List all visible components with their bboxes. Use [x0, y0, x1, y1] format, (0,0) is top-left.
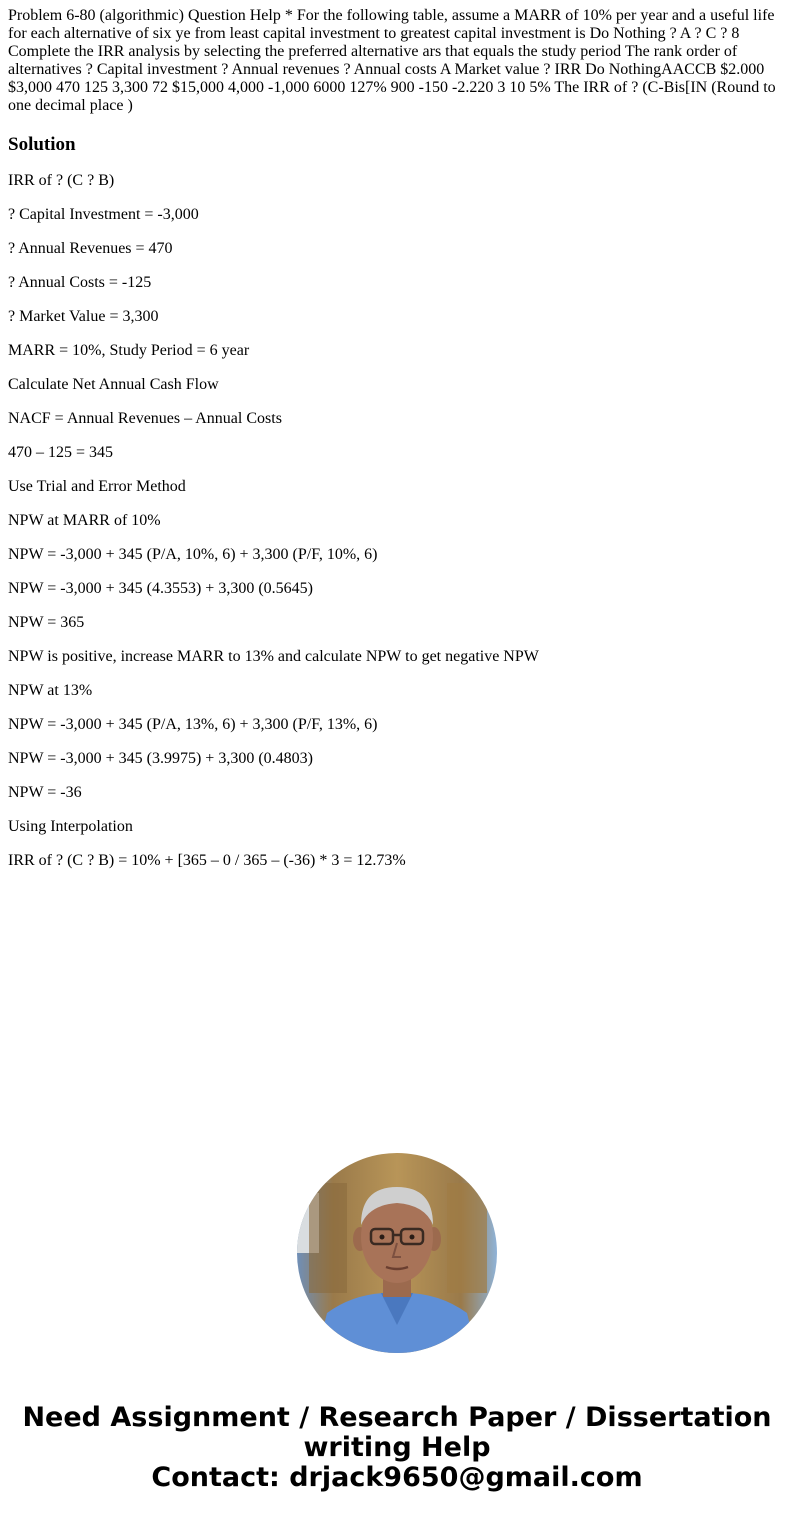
solution-step: ? Annual Costs = -125	[8, 274, 152, 291]
solution-step: NPW = -3,000 + 345 (P/A, 10%, 6) + 3,300 (P/F, 10%, 6)	[8, 546, 378, 563]
document-body	[8, 7, 786, 886]
solution-step: IRR of ? (C ? B)	[8, 172, 115, 189]
solution-step: ? Annual Revenues = 470	[8, 240, 173, 257]
solution-step: Use Trial and Error Method	[8, 478, 186, 495]
solution-step: NPW at 13%	[8, 682, 93, 699]
solution-step: NPW = 365	[8, 614, 85, 631]
solution-steps	[8, 172, 786, 870]
promo-contact: Contact: drjack9650@gmail.com	[151, 1462, 643, 1493]
solution-step: NPW = -3,000 + 345 (4.3553) + 3,300 (0.5645)	[8, 580, 313, 597]
solution-step: NPW = -36	[8, 784, 82, 801]
problem-statement: Problem 6-80 (algorithmic) Question Help * For the following table, assume a MARR of 10% per year and a useful life for each alternative of six ye from least capital investment to greatest capital investment is Do Nothing ? A ? C ? 8 Complete the IRR analysis by selecting the preferred alternative ars that equals the study period The rank order of alternatives ? Capital investment ? Annual revenues ? Annual costs A Market value ? IRR Do NothingAACCB $2.000 $3,000 470 125 3,300 72 $15,000 4,000 -1,000 6000 127% 900 -150 -2.220 3 10 5% The IRR of ? (C-Bis[IN (Round to one decimal place )	[8, 7, 776, 114]
solution-step: 470 – 125 = 345	[8, 444, 114, 461]
solution-step: Using Interpolation	[8, 818, 133, 835]
solution-step: NPW is positive, increase MARR to 13% and calculate NPW to get negative NPW	[8, 648, 539, 665]
author-portrait-icon	[297, 1153, 497, 1353]
solution-step: NPW = -3,000 + 345 (P/A, 13%, 6) + 3,300 (P/F, 13%, 6)	[8, 716, 378, 733]
promo-banner	[0, 1403, 794, 1493]
solution-step: NACF = Annual Revenues – Annual Costs	[8, 410, 282, 427]
solution-heading: Solution	[8, 134, 76, 155]
solution-step: ? Capital Investment = -3,000	[8, 206, 199, 223]
solution-step: ? Market Value = 3,300	[8, 308, 159, 325]
solution-step: Calculate Net Annual Cash Flow	[8, 376, 219, 393]
solution-step: NPW = -3,000 + 345 (3.9975) + 3,300 (0.4803)	[8, 750, 313, 767]
promo-line: Need Assignment / Research Paper / Dissertation	[22, 1402, 772, 1433]
solution-step: IRR of ? (C ? B) = 10% + [365 – 0 / 365 – (-36) * 3 = 12.73%	[8, 852, 406, 869]
solution-step: NPW at MARR of 10%	[8, 512, 161, 529]
author-photo	[297, 1153, 497, 1353]
promo-line: writing Help	[303, 1432, 491, 1463]
solution-step: MARR = 10%, Study Period = 6 year	[8, 342, 250, 359]
